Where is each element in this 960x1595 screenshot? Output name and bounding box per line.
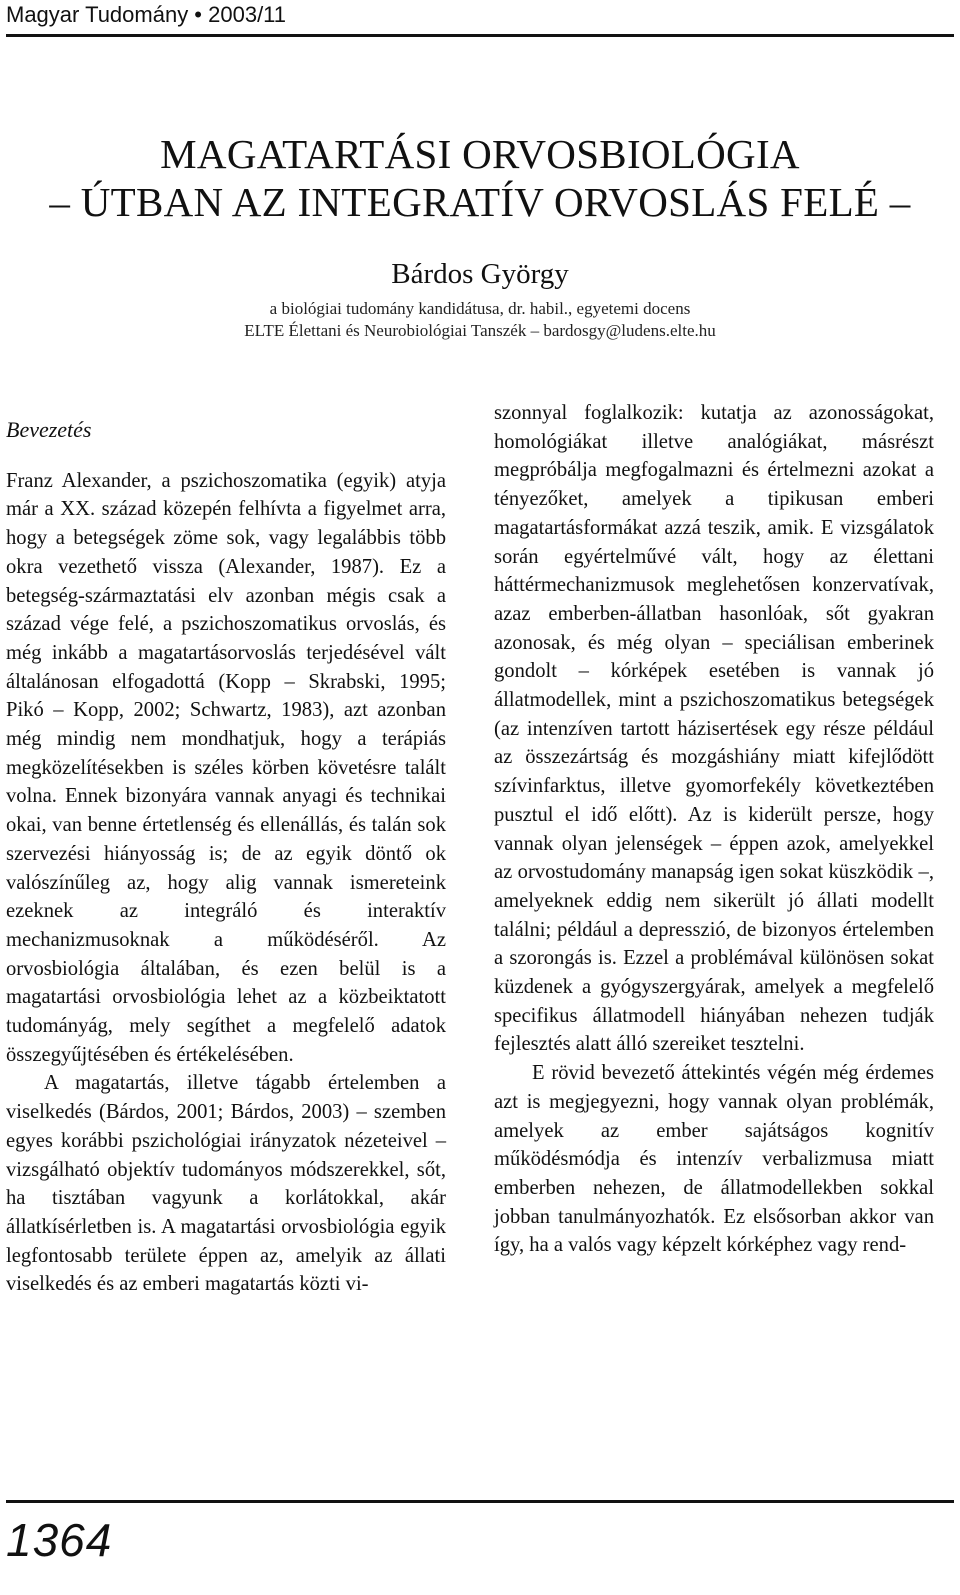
left-column <box>6 400 446 1299</box>
author-name: Bárdos György <box>391 258 569 290</box>
author-affiliation <box>0 298 960 342</box>
affiliation-line-1: a biológiai tudomány kandidátusa, dr. habil., egyetemi docens <box>269 299 691 318</box>
header-rule <box>6 34 954 37</box>
right-column <box>494 399 934 1260</box>
paragraph-behavior: A magatartás, illetve tágabb értelemben a viselkedés (Bárdos, 2001; Bárdos, 2003) – szemben egyes korábbi pszichológiai irányzatok nézeteivel – vizsgálható objektív tudományos módszerekkel, sőt, ha tisztában vagyunk a korlátokkal, akár állatkísérletben is. A magatartási orvosbiológia egyik legfontosabb területe éppen az, amelyik az állati viselkedés és az emberi magatartás közti vi- <box>6 1072 446 1296</box>
running-header: Magyar Tudomány • 2003/11 <box>6 2 287 27</box>
article-title <box>0 130 960 226</box>
affiliation-line-2: ELTE Élettani és Neurobiológiai Tanszék – bardosgy@ludens.elte.hu <box>244 321 716 340</box>
title-line-1: MAGATARTÁSI ORVOSBIOLÓGIA <box>160 131 800 177</box>
section-heading: Bevezetés <box>6 417 92 442</box>
paragraph-summary: E rövid bevezető áttekintés végén még érdemes azt is megjegyezni, hogy vannak olyan problémák, amelyek az ember sajátságos kognitív működésmódja és intenzív verbalizmusa miatt emberben nehezen, de állatmodellekben sokkal jobban tanulmányozhatók. Ez elsősorban akkor van így, ha a valós vagy képzelt kórképhez vagy rend- <box>494 1062 934 1257</box>
paragraph-intro: Franz Alexander, a pszichoszomatika (egyik) atyja már a XX. század közepén felhívta a figyelmet arra, hogy a betegségek zöme sok, vagy legalábbis több okra vezethető vissza (Alexander, 1987). Ez a betegség-származtatási elv azonban mégis csak a század vége felé, a pszichoszomatikus orvoslás, és még inkább a magatartásorvoslás terjedésével vált általánosan elfogadottá (Kopp – Skrabski, 1995; Pikó – Kopp, 2002; Schwartz, 1983), azt azonban még mindig nem mondhatjuk, hogy a terápiás megközelítésekben is széles körben követésre talált volna. Ennek bizonyára vannak anyagi és technikai okai, van benne értetlenség és ellenállás, és talán sok szervezési hiányosság is; de az egyik döntő ok valószínűleg az, hogy alig vannak ismereteink ezeknek az integráló és interaktív mechanizmusoknak a működéséről. Az orvosbiológia általában, és ezen belül is a magatartási orvosbiológia lehet az a közbeiktatott tudományág, mely segíthet a megfelelő adatok összegyűjtésében és értékelésében. <box>6 469 446 1066</box>
paragraph-continuation: szonnyal foglalkozik: kutatja az azonosságokat, homológiákat illetve analógiákat, másrészt megpróbálja megfogalmazni és értelmezni azokat a tényezőket, amelyek a tipikusan emberi magatartásformákat azzá teszik, amik. E vizsgálatok során egyértelművé vált, hogy az élettani háttérmechanizmusok meglehetősen konzervatívak, azaz emberben-állatban hasonlóak, sőt gyakran azonosak, és még olyan – speciálisan emberinek gondolt – kórképek esetében is vannak jó állatmodellek, mint a pszichoszomatikus betegségek (az intenzíven tartott házisertések egy része például az összezártság és mozgáshiány miatt kifejlődött szívinfarktus, illetve gyomorfekély következtében pusztul el idő előtt). Az is kiderült persze, hogy vannak olyan jelenségek – éppen azok, amelyekkel az orvostudomány manapság igen sokat küszködik –, amelyeknek eddig nem sikerült jó állati modellt találni; például a depresszió, de bizonyos értelemben a szorongás is. Ezzel a problémával különösen sokat küzdenek a gyógyszergyárak, amelyek a megfelelő specifikus állatmodell hiányában nehezen tudják fejlesztés alatt álló szereiket tesztelni. <box>494 402 934 1056</box>
footer-rule <box>6 1500 954 1503</box>
title-line-2: – ÚTBAN AZ INTEGRATÍV ORVOSLÁS FELÉ – <box>49 179 911 225</box>
page-number: 1364 <box>6 1514 113 1566</box>
